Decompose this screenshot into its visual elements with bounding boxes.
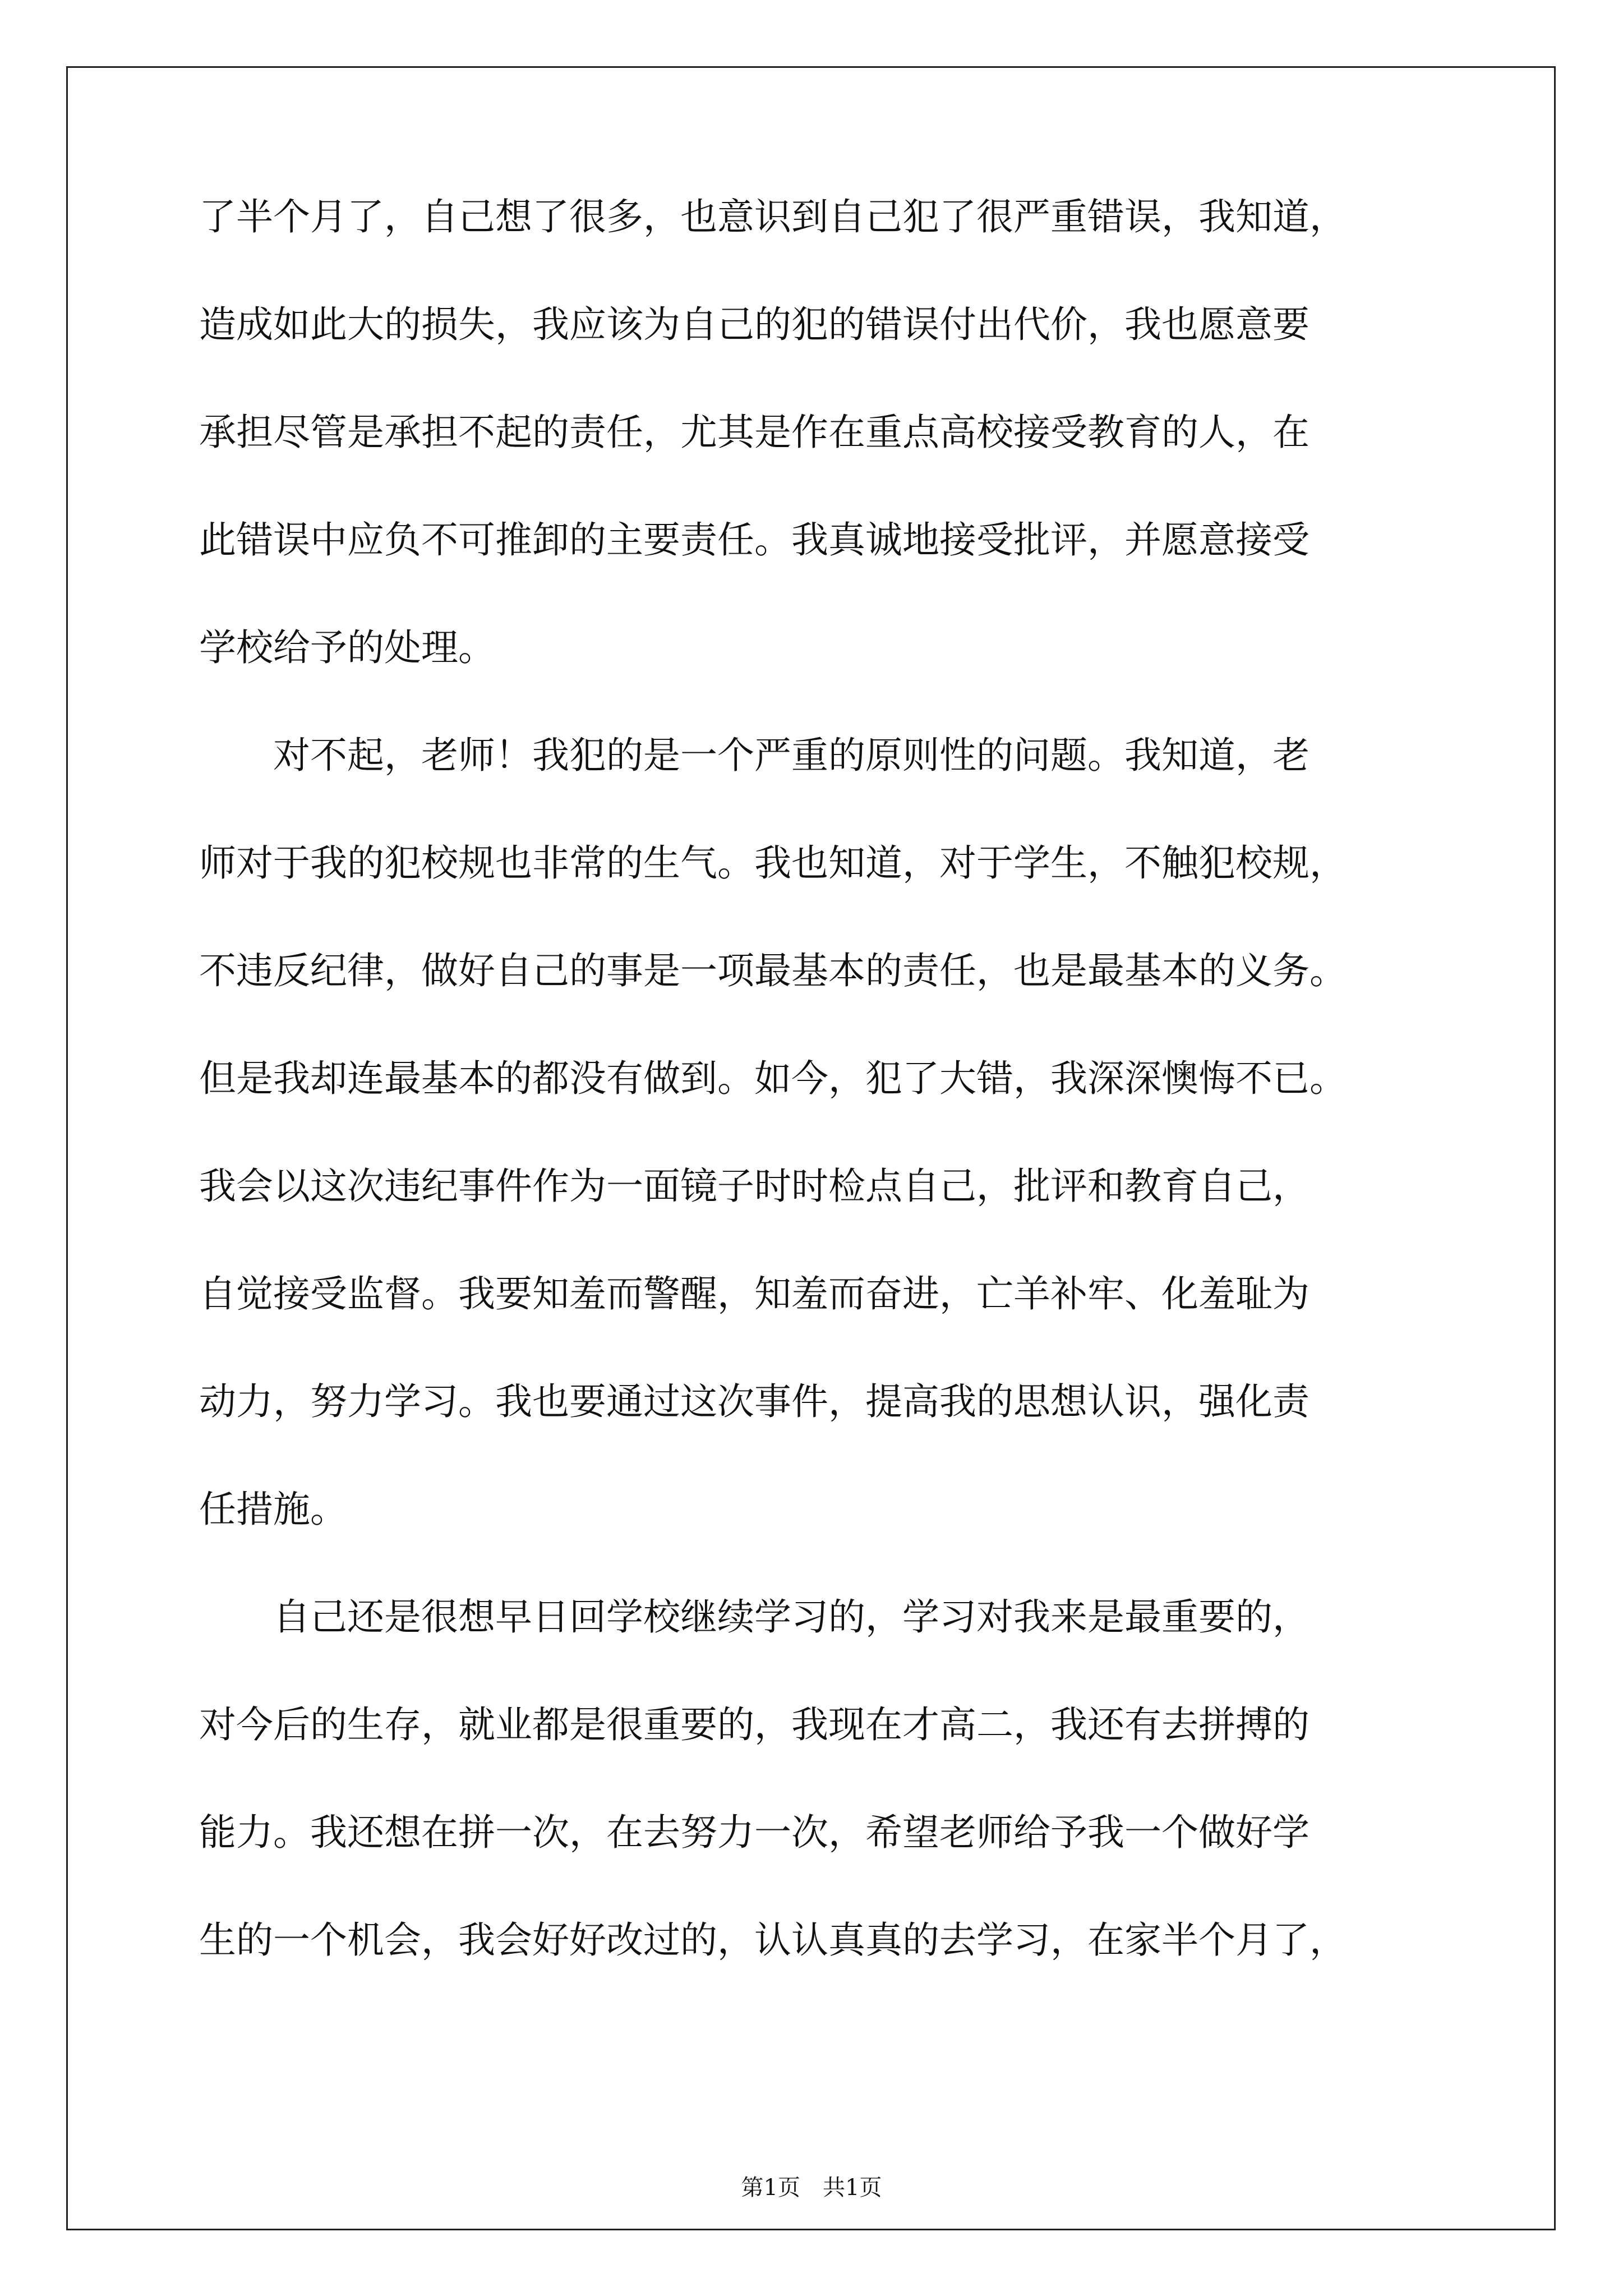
page-total: 共1页: [823, 2175, 882, 2201]
page-number: 第1页: [741, 2175, 800, 2201]
text-line: 但是我却连最基本的都没有做到。如今，犯了大错，我深深懊悔不已。: [199, 1057, 1347, 1100]
text-line: 动力，努力学习。我也要通过这次事件，提高我的思想认识，强化责: [199, 1380, 1310, 1423]
text-line: 自己还是很想早日回学校继续学习的，学习对我来是最重要的，: [199, 1595, 1310, 1639]
text-line: 学校给予的处理。: [199, 626, 495, 669]
text-line: 不违反纪律，做好自己的事是一项最基本的责任，也是最基本的义务。: [199, 949, 1347, 992]
text-line: 任措施。: [199, 1488, 347, 1531]
text-line: 生的一个机会，我会好好改过的，认认真真的去学习，在家半个月了，: [199, 1918, 1347, 1962]
text-line: 此错误中应负不可推卸的主要责任。我真诚地接受批评，并愿意接受: [199, 518, 1310, 562]
page-footer: [0, 2171, 1623, 2205]
text-line: 我会以这次违纪事件作为一面镜子时时检点自己，批评和教育自己，: [199, 1165, 1310, 1208]
text-line: 自觉接受监督。我要知羞而警醒，知羞而奋进，亡羊补牢、化羞耻为: [199, 1272, 1310, 1315]
text-line: 对不起，老师！我犯的是一个严重的原则性的问题。我知道，老: [199, 734, 1310, 777]
text-line: 承担尽管是承担不起的责任，尤其是作在重点高校接受教育的人，在: [199, 411, 1310, 454]
text-line: 对今后的生存，就业都是很重要的，我现在才高二，我还有去拼搏的: [199, 1703, 1310, 1746]
text-line: 了半个月了，自己想了很多，也意识到自己犯了很严重错误，我知道，: [199, 195, 1347, 238]
text-line: 能力。我还想在拼一次，在去努力一次，希望老师给予我一个做好学: [199, 1811, 1310, 1854]
page-border: [66, 66, 1556, 2230]
text-line: 造成如此大的损失，我应该为自己的犯的错误付出代价，我也愿意要: [199, 303, 1310, 346]
text-line: 师对于我的犯校规也非常的生气。我也知道，对于学生，不触犯校规，: [199, 841, 1347, 885]
